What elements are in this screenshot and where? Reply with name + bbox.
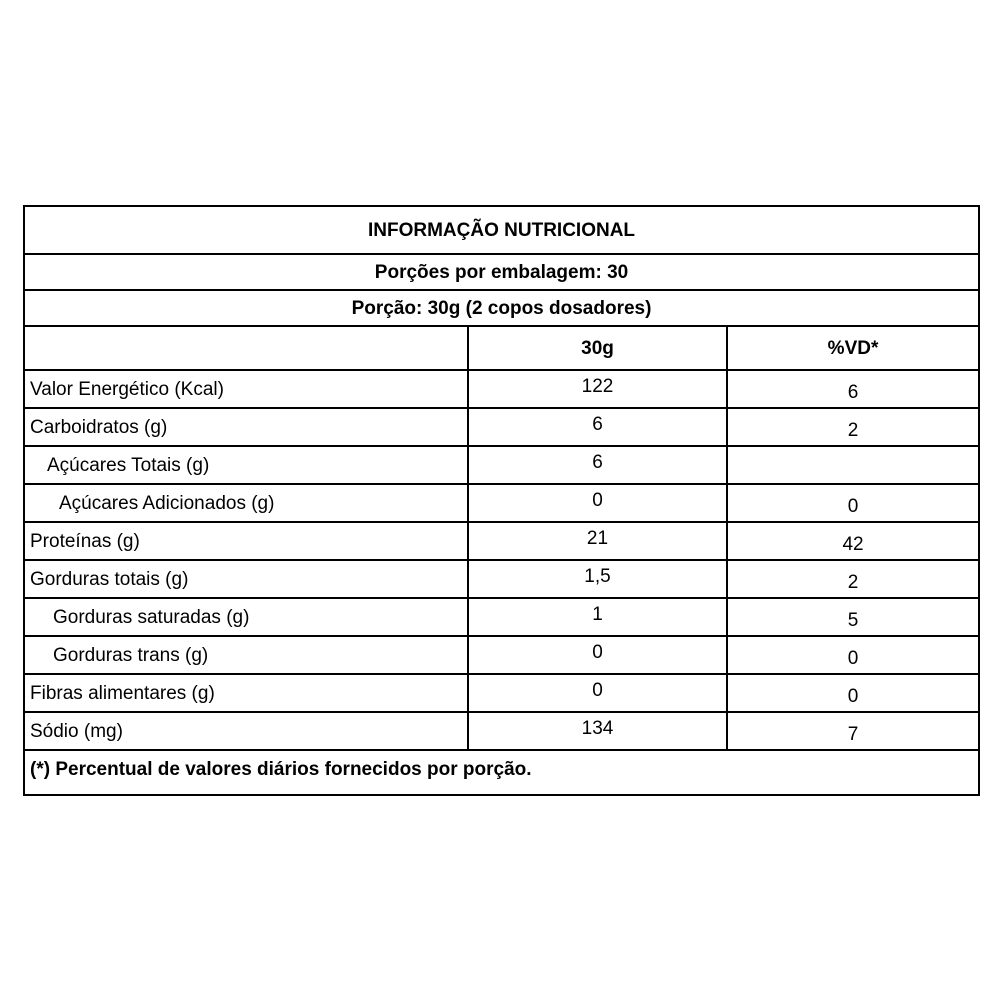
table-row xyxy=(25,446,978,484)
nutrient-amount: 122 xyxy=(468,370,727,408)
column-header-daily-value: %VD* xyxy=(727,326,978,370)
nutrient-amount: 1,5 xyxy=(468,560,727,598)
serving-size-row xyxy=(25,290,978,326)
nutrient-amount: 1 xyxy=(468,598,727,636)
column-header-row xyxy=(25,326,978,370)
nutrient-amount: 6 xyxy=(468,446,727,484)
column-header-nutrient xyxy=(25,326,468,370)
nutrient-name: Açúcares Adicionados (g) xyxy=(25,484,468,522)
nutrient-daily-value: 0 xyxy=(727,484,978,522)
table-row xyxy=(25,370,978,408)
servings-row xyxy=(25,254,978,290)
serving-size: Porção: 30g (2 copos dosadores) xyxy=(25,290,978,326)
nutrient-name: Gorduras totais (g) xyxy=(25,560,468,598)
nutrient-amount: 6 xyxy=(468,408,727,446)
table-row xyxy=(25,408,978,446)
footnote-row xyxy=(25,750,978,788)
nutrient-amount: 134 xyxy=(468,712,727,750)
table-row xyxy=(25,674,978,712)
nutrient-name: Carboidratos (g) xyxy=(25,408,468,446)
nutrient-daily-value xyxy=(727,446,978,484)
nutrient-name: Sódio (mg) xyxy=(25,712,468,750)
table-row xyxy=(25,522,978,560)
servings-per-package: Porções por embalagem: 30 xyxy=(25,254,978,290)
nutrient-daily-value: 2 xyxy=(727,408,978,446)
column-header-amount: 30g xyxy=(468,326,727,370)
label-title: INFORMAÇÃO NUTRICIONAL xyxy=(25,207,978,254)
nutrient-daily-value: 0 xyxy=(727,674,978,712)
footnote: (*) Percentual de valores diários fornecidos por porção. xyxy=(25,750,978,788)
nutrient-name: Fibras alimentares (g) xyxy=(25,674,468,712)
nutrition-table xyxy=(25,207,978,788)
nutrition-facts-label xyxy=(23,205,980,796)
title-row xyxy=(25,207,978,254)
table-row xyxy=(25,712,978,750)
table-row xyxy=(25,560,978,598)
nutrient-daily-value: 42 xyxy=(727,522,978,560)
nutrient-daily-value: 7 xyxy=(727,712,978,750)
table-row xyxy=(25,598,978,636)
table-row xyxy=(25,636,978,674)
nutrient-daily-value: 0 xyxy=(727,636,978,674)
nutrient-daily-value: 5 xyxy=(727,598,978,636)
nutrient-daily-value: 6 xyxy=(727,370,978,408)
nutrient-name: Açúcares Totais (g) xyxy=(25,446,468,484)
nutrient-amount: 0 xyxy=(468,484,727,522)
nutrient-amount: 0 xyxy=(468,636,727,674)
nutrient-daily-value: 2 xyxy=(727,560,978,598)
nutrient-name: Gorduras saturadas (g) xyxy=(25,598,468,636)
nutrient-name: Proteínas (g) xyxy=(25,522,468,560)
nutrient-amount: 0 xyxy=(468,674,727,712)
nutrient-name: Valor Energético (Kcal) xyxy=(25,370,468,408)
table-row xyxy=(25,484,978,522)
nutrient-amount: 21 xyxy=(468,522,727,560)
nutrient-name: Gorduras trans (g) xyxy=(25,636,468,674)
